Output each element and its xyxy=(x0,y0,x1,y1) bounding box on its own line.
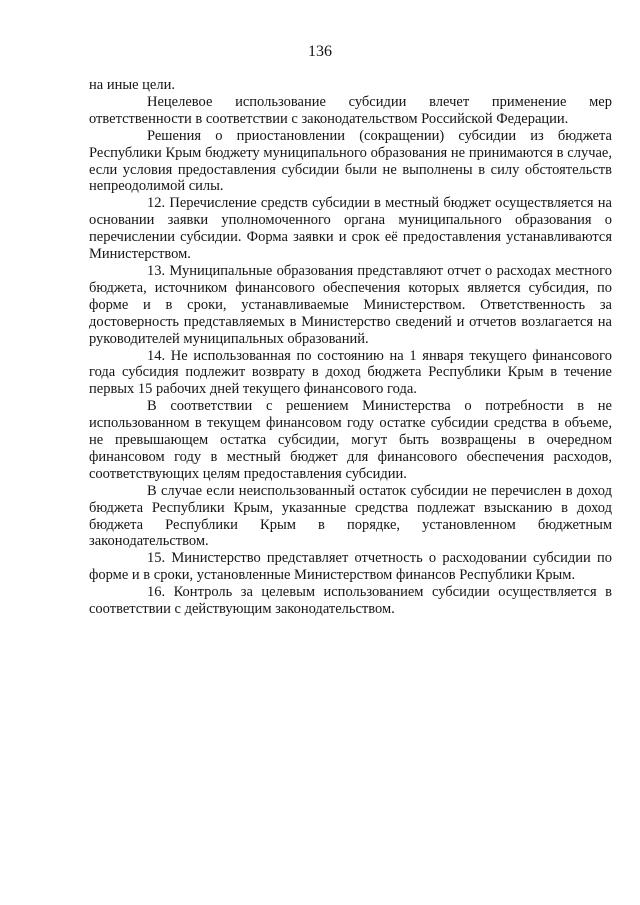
paragraph-continuation: на иные цели. xyxy=(89,77,175,93)
page-number: 136 xyxy=(308,43,332,60)
paragraph-ministry-decision: В соответствии с решением Министерства о потребности в не использованном в текущем финансовом году остатке субсидии средства в объеме, не превышающем остатка субсидии, могут быть возвращены в очередном финансовом году в местный бюджет для финансового обеспечения расходов, соответствующих целям предоставления субсидии. xyxy=(89,398,612,482)
paragraph-force-majeure: Решения о приостановлении (сокращении) субсидии из бюджета Республики Крым бюджету муниципального образования не принимаются в случае, если условия предоставления субсидии были не выполнены в силу обстоятельств непреодолимой силы. xyxy=(89,127,612,195)
paragraph-recovery: В случае если неиспользованный остаток субсидии не перечислен в доход бюджета Республики Крым, указанные средства подлежат взысканию в доход бюджета Республики Крым в порядке, установленном бюджетным законодательством. xyxy=(89,482,612,550)
paragraph-misuse-liability: Нецелевое использование субсидии влечет применение мер ответственности в соответствии с законодательством Российской Федерации. xyxy=(89,93,612,127)
paragraph-12-transfer: 12. Перечисление средств субсидии в местный бюджет осуществляется на основании заявки уполномоченного органа муниципального образования о перечислении субсидии. Форма заявки и срок её предоставления устанавливаются Министерством. xyxy=(89,195,612,263)
body-text xyxy=(89,77,612,618)
paragraph-13-reporting: 13. Муниципальные образования представляют отчет о расходах местного бюджета, источником финансового обеспечения которых является субсидия, по форме и в сроки, устанавливаемые Министерством. Ответственность за достоверность представляемых в Министерство сведений и отчетов возлагается на руководителей муниципальных образований. xyxy=(89,262,612,347)
paragraph-14-return: 14. Не использованная по состоянию на 1 января текущего финансового года субсидия подлежит возврату в доход бюджета Республики Крым в течение первых 15 рабочих дней текущего финансового года. xyxy=(89,347,612,398)
paragraph-16-control: 16. Контроль за целевым использованием субсидии осуществляется в соответствии с действующим законодательством. xyxy=(89,584,612,618)
paragraph-15-ministry-reporting: 15. Министерство представляет отчетность о расходовании субсидии по форме и в сроки, установленные Министерством финансов Республики Крым. xyxy=(89,550,612,584)
